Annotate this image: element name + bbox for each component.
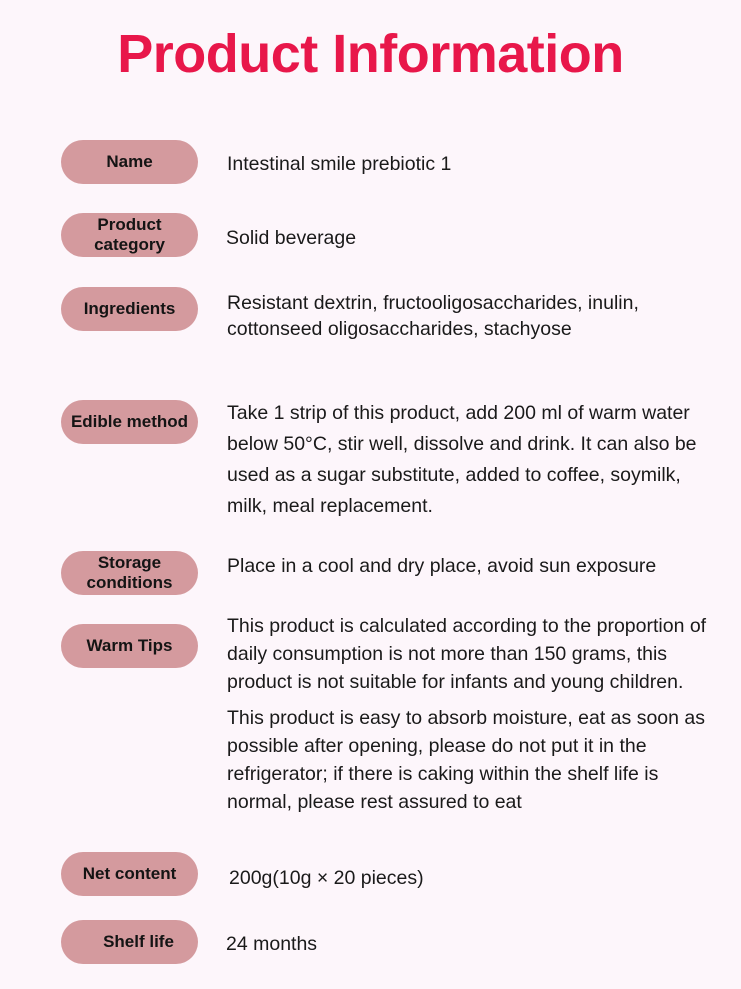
- warm-tips-text-2: This product is easy to absorb moisture, eat as soon as possible after opening, please do not put it in the refrigerator; if there is caking within the shelf life is normal, please rest assured to eat: [227, 707, 705, 813]
- label-product-category: Product category: [61, 213, 198, 257]
- label-net-content: Net content: [61, 852, 198, 896]
- label-name: Name: [61, 140, 198, 184]
- page-title: Product Information: [117, 24, 624, 84]
- value-net-content: 200g(10g × 20 pieces): [229, 867, 424, 889]
- value-warm-tips: [227, 612, 712, 816]
- value-shelf-life: 24 months: [226, 933, 318, 955]
- value-edible-method: Take 1 strip of this product, add 200 ml of warm water below 50°C, stir well, dissolve and drink. It can also be used as a sugar substitute, added to coffee, soymilk, milk, meal replacement.: [227, 402, 697, 517]
- warm-tips-text-1: This product is calculated according to the proportion of daily consumption is not more than 150 grams, this product is not suitable for infants and young children.: [227, 615, 707, 693]
- label-ingredients: Ingredients: [61, 287, 198, 331]
- value-product-category: Solid beverage: [226, 227, 357, 249]
- value-name: Intestinal smile prebiotic 1: [227, 153, 452, 175]
- value-storage-conditions: Place in a cool and dry place, avoid sun exposure: [227, 555, 657, 577]
- value-ingredients: Resistant dextrin, fructooligosaccharides, inulin, cottonseed oligosaccharides, stachyose: [227, 292, 639, 340]
- label-warm-tips: Warm Tips: [61, 624, 198, 668]
- label-edible-method: Edible method: [61, 400, 198, 444]
- label-shelf-life: Shelf life: [61, 920, 198, 964]
- label-storage-conditions: Storage conditions: [61, 551, 198, 595]
